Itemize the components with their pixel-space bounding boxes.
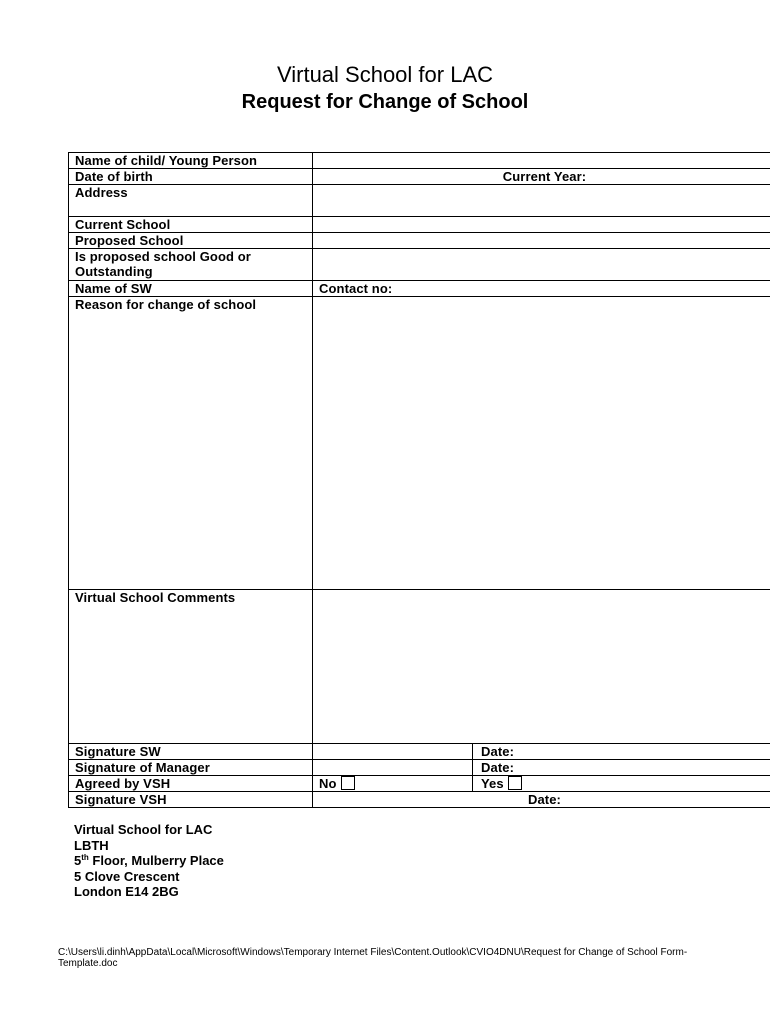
- current-year-label: Current Year:: [502, 169, 587, 184]
- form-title: Virtual School for LAC: [276, 62, 494, 87]
- proposed-school-field[interactable]: [313, 233, 770, 249]
- sig-sw-date-label: Date:: [481, 744, 515, 759]
- address-block: [74, 822, 224, 900]
- footer-file-path: C:\Users\li.dinh\AppData\Local\Microsoft\Windows\Temporary Internet Files\Content.Outlook\CVIO4DNU\Request for Change of School Form- Template.doc: [58, 947, 688, 969]
- contact-no-field[interactable]: [313, 281, 770, 297]
- reason-field[interactable]: [313, 297, 770, 590]
- vs-comments-field[interactable]: [313, 590, 770, 744]
- sig-manager-label: Signature of Manager: [69, 760, 313, 776]
- current-year-field[interactable]: [313, 169, 770, 185]
- sig-manager-date-label: Date:: [481, 760, 515, 775]
- sig-manager-date-field[interactable]: [473, 760, 770, 776]
- agreed-vsh-label: Agreed by VSH: [69, 776, 313, 792]
- vs-comments-label: Virtual School Comments: [69, 590, 313, 744]
- sw-name-label: Name of SW: [69, 281, 313, 297]
- floor-rest: Floor, Mulberry Place: [88, 853, 224, 868]
- address-line-2: LBTH: [74, 837, 109, 853]
- address-line-3: [74, 853, 224, 869]
- reason-label: Reason for change of school: [69, 297, 313, 590]
- current-school-field[interactable]: [313, 217, 770, 233]
- sig-vsh-date-label: Date:: [527, 792, 561, 807]
- current-school-label: Current School: [69, 217, 313, 233]
- address-line-1: Virtual School for LAC: [74, 822, 213, 837]
- sig-vsh-label: Signature VSH: [69, 792, 313, 808]
- sig-sw-date-field[interactable]: [473, 744, 770, 760]
- dob-label: Date of birth: [69, 169, 313, 185]
- child-name-field[interactable]: [313, 153, 770, 169]
- sig-sw-field[interactable]: [313, 744, 473, 760]
- address-label: Address: [69, 185, 313, 217]
- sig-sw-label: Signature SW: [69, 744, 313, 760]
- proposed-school-label: Proposed School: [69, 233, 313, 249]
- good-outstanding-label: Is proposed school Good or Outstanding: [69, 249, 313, 281]
- yes-option: [473, 776, 770, 792]
- floor-number: 5: [74, 853, 82, 868]
- good-outstanding-field[interactable]: [313, 249, 770, 281]
- sig-manager-field[interactable]: [313, 760, 473, 776]
- address-field[interactable]: [313, 185, 770, 217]
- no-checkbox[interactable]: [341, 776, 355, 790]
- yes-checkbox[interactable]: [508, 776, 522, 790]
- sig-vsh-field[interactable]: [313, 792, 770, 808]
- floor-suffix: th: [81, 853, 89, 862]
- address-line-4: 5 Clove Crescent: [74, 868, 180, 884]
- no-label: No: [319, 776, 337, 791]
- no-option: [313, 776, 473, 792]
- request-form-table: [68, 152, 770, 808]
- yes-label: Yes: [481, 776, 504, 791]
- contact-no-label: Contact no:: [319, 281, 393, 296]
- form-subtitle: Request for Change of School: [241, 91, 529, 113]
- child-name-label: Name of child/ Young Person: [69, 153, 313, 169]
- address-line-5: London E14 2BG: [74, 884, 179, 899]
